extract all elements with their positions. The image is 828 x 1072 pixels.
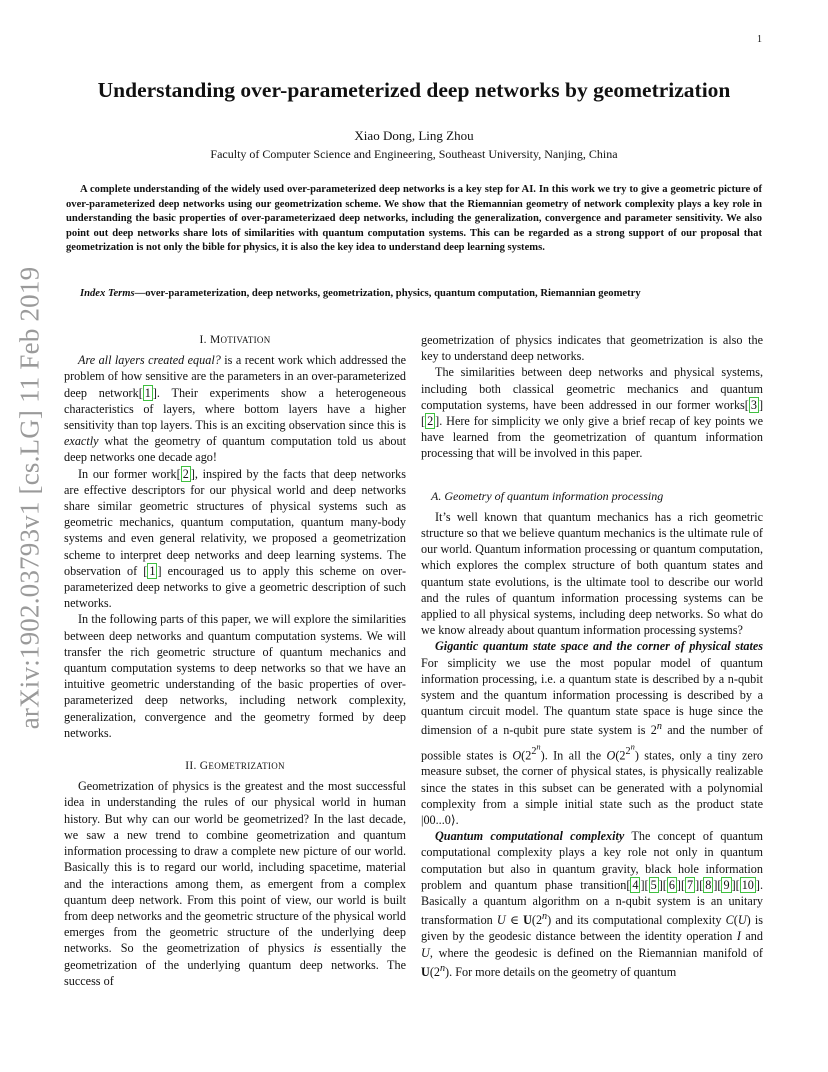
section-heading-geometrization: II. GEOMETRIZATION [185, 760, 285, 773]
arxiv-sidebar [10, 258, 50, 738]
right-column [421, 332, 763, 980]
paper-affiliation: Faculty of Computer Science and Engineering, Southeast University, Nanjing, China [210, 147, 618, 161]
paragraph: Are all layers created equal? is a recent work which addressed the problem of how sensitive are the parameters in an over-parameterized deep network[ 1 ]. Their experiments show a heterogeneous characteristics of layers, where bottom layers have a higher sensitivity than top layers. This is an exciting observation since this is exactly what the geometry of quantum computation told us about deep networks one decade ago! [64, 353, 406, 465]
paper-authors: Xiao Dong, Ling Zhou [354, 128, 474, 143]
citation-link[interactable]: 3 [750, 397, 757, 412]
citation-link[interactable]: 4 [632, 877, 639, 892]
index-terms [66, 287, 762, 301]
subsection-heading: A. Geometry of quantum information processing [431, 488, 664, 503]
paragraph: Geometrization of physics is the greatest and the most successful idea in understanding the rules of our physical world in human history. But why can our world be geometrized? In the last decade, we saw a new trend to combine geometrization and quantum information processing to draw a complete new picture of our world. Basically this is to regard our world, including spacetime, material and the interactions among them, as emergent from a complex quantum deep network. From this point of view, our world is built from deep networks and the geometric structure of the physical world emerges from the geometric structure of the underlying deep networks. So the geometrization of physics is essentially the geometrization of the underlying quantum deep networks. The success of [64, 779, 406, 988]
citation-link[interactable]: 5 [650, 877, 657, 892]
section-heading-motivation: I. MOTIVATION [199, 334, 271, 346]
index-terms-text: —over-parameterization, deep networks, geometrization, physics, quantum computation, Riemannian geometry [134, 288, 641, 299]
paragraph: Quantum computational complexity The concept of quantum computational complexity plays a key role not only in quantum computation but also in quantum gravity, black hole information problem and quantum phase transition[ 4 ][ 5 ][ 6 ][ 7 ][ 8 ][ 9 ][ 10 ]. Basically a quantum algorithm on a n-qubit system is an unitary transformation U ∈ U(2$^n$) and its computational complexity C(U) is given by the geodesic distance between the identity operation I and U, where the geodesic is defined on the Riemannian manifold of U(2$^n$). For more details on the geometry of quantum [421, 829, 763, 979]
paragraph: Gigantic quantum state space and the corner of physical states For simplicity we use the most popular model of quantum information processing, i.e. a quantum state is described by a n-qubit system and the quantum information processing is described by a quantum circuit model. The quantum state space is huge since the dimension of a n-qubit pure state system is 2$^n$ and the number of possible states is $O(2^{2^n})$. In all the $O(2^{2^n})$ states, only a tiny zero measure subset, the corner of physical states, is physically realizable since the states in this subset can be generated with a polynomial complexity from a simple initial state such as the product state |00...0⟩. [421, 639, 763, 827]
page-number: 1 [757, 34, 762, 45]
left-column [64, 332, 406, 989]
citation-link[interactable]: 6 [668, 877, 675, 892]
abstract: A complete understanding of the widely used over-parameterized deep networks is a key step for AI. In this work we try to give a geometric picture of over-parameterized deep networks using our geometrization scheme. We show that the Riemannian geometry of network complexity plays a key role in understanding the basic properties of over-parameterizaed deep networks, including the generalization, convergence and parameter sensitivity. We also point out deep networks share lots of similarities with quantum computation systems. This can be regarded as a strong support of our proposal that geometrization is not only the bible for physics, it is also the key idea to understand deep learning systems. [66, 184, 762, 253]
citation-link[interactable]: 8 [705, 877, 712, 892]
citation-link[interactable]: 2 [427, 414, 434, 429]
citation-link[interactable]: 7 [687, 877, 694, 892]
paragraph: In the following parts of this paper, we will explore the similarities between deep networks and quantum computation systems. We will transfer the rich geometric structure of quantum mechanics and quantum computation systems to deep networks so that we have an intuitive geometric understanding of the basic properties of over-parameterized deep networks, including network complexity, generalization, convergence and the geometry formed by deep networks. [64, 612, 406, 740]
citation-link[interactable]: 1 [149, 563, 156, 578]
citation-link[interactable]: 1 [144, 385, 151, 400]
index-terms-label: Index Terms [80, 288, 135, 299]
paper-title: Understanding over-parameterized deep networks by geometrization [97, 78, 731, 102]
paragraph: The similarities between deep networks and physical systems, including both classical geometric mechanics and quantum computation systems, have been addressed in our former works[ 3 ][ 2 ]. Here for simplicity we only give a brief recap of key points we have learned from the geometrization of quantum information processing that will be involved in this paper. [421, 365, 763, 461]
citation-link[interactable]: 10 [741, 877, 754, 892]
citation-link[interactable]: 9 [723, 877, 730, 892]
paragraph: geometrization of physics indicates that geometrization is also the key to understand deep networks. [421, 333, 763, 364]
paragraph: It’s well known that quantum mechanics has a rich geometric structure so that we believe quantum mechanics is the ultimate rule of our world. Quantum information processing or quantum computation, which explores the complex structure of both quantum states and quantum state evolutions, is the ultimate tool to describe our world and the rules of quantum information processing systems can be applied to all physical systems, including deep networks. So what do we know already about quantum information processing systems? [421, 509, 763, 638]
citation-link[interactable]: 2 [182, 466, 189, 481]
arxiv-id-label: arXiv:1902.03793v1 [cs.LG] 11 Feb 2019 [14, 266, 45, 730]
paragraph: In our former work[ 2 ], inspired by the facts that deep networks are effective descriptors for our physical world and deep networks share similar geometric structures of physical systems such as geometric mechanics, quantum computation, quantum many-body systems and even general relativity, we proposed a geometrization scheme to interpret deep networks and deep learning systems. The observation of [ 1 ] encouraged us to apply this scheme on over-parameterized deep networks to give a geometric description of such networks. [64, 466, 406, 611]
